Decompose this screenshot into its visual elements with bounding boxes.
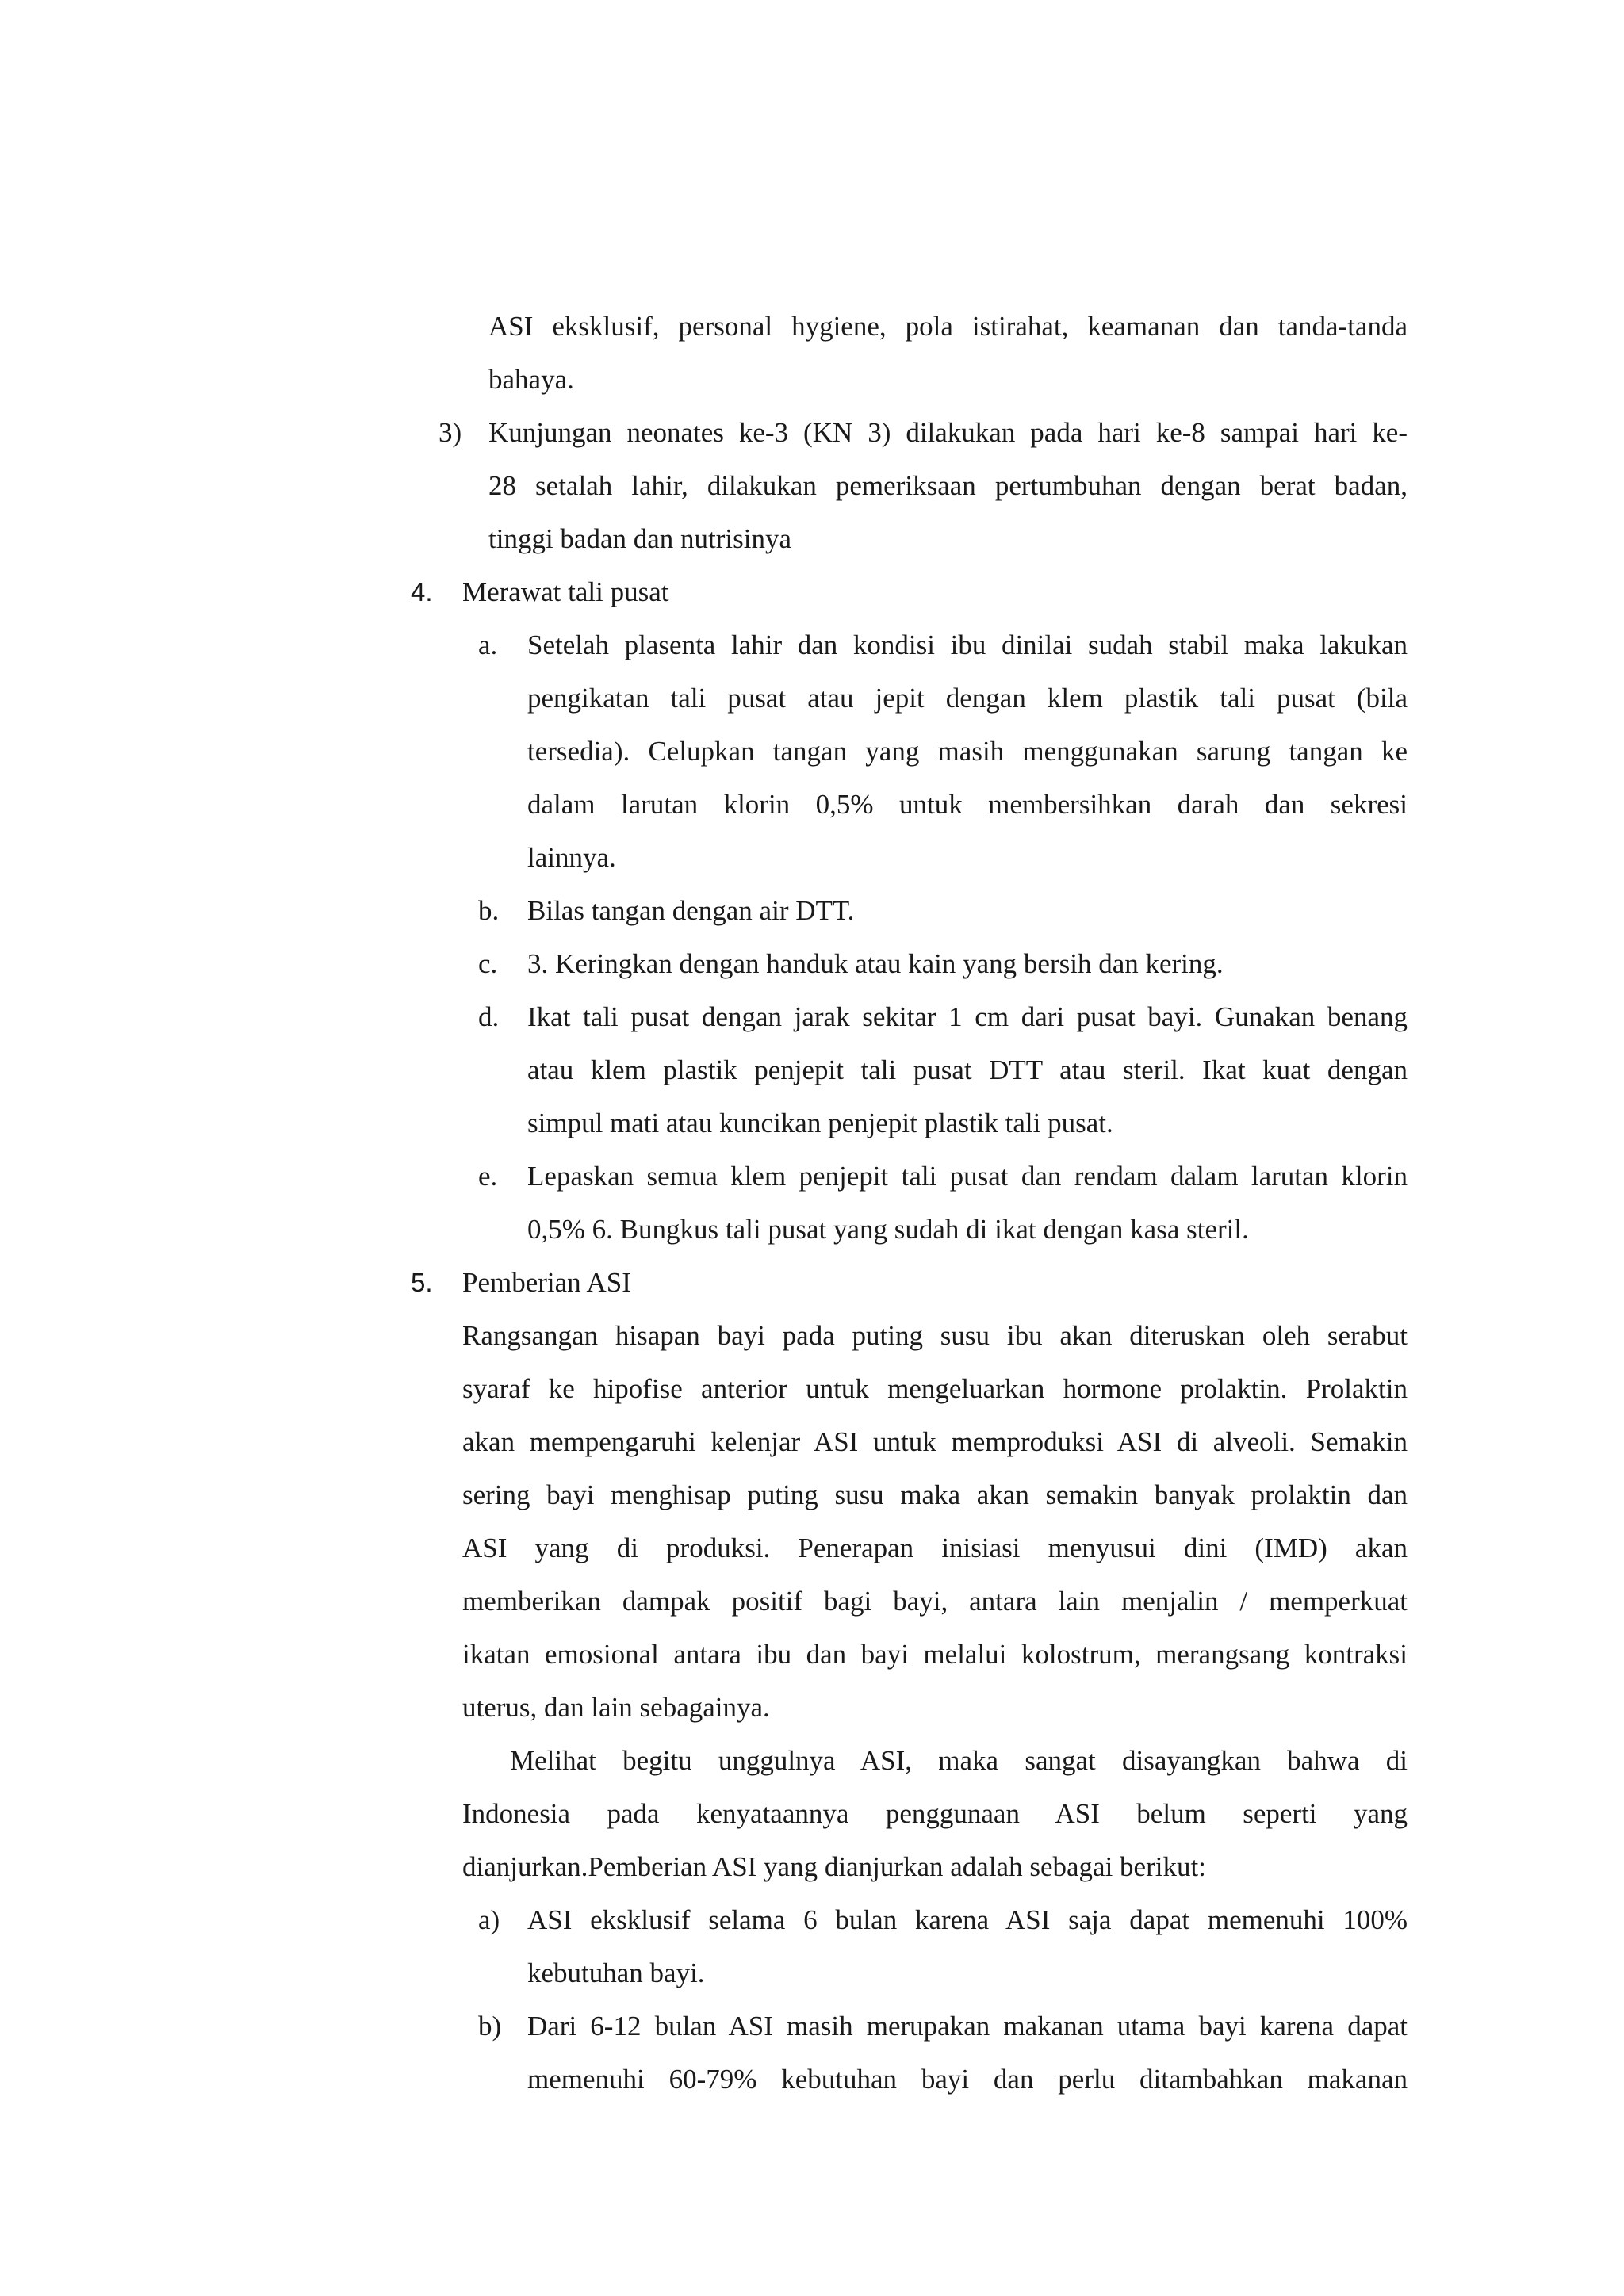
item-4a-line-4: dalam larutan klorin 0,5% untuk membersihkan darah dan sekresi xyxy=(527,789,1408,820)
item-4e-line-1: Lepaskan semua klem penjepit tali pusat dan rendam dalam larutan klorin xyxy=(527,1161,1408,1192)
section-5-paragraph-1-line-8: uterus, dan lain sebagainya. xyxy=(462,1692,770,1723)
section-4-number: 4. xyxy=(411,577,433,607)
section-5-paragraph-2-line-3: dianjurkan.Pemberian ASI yang dianjurkan adalah sebagai berikut: xyxy=(462,1851,1206,1882)
item-5a-line-2: kebutuhan bayi. xyxy=(527,1957,705,1988)
item-5b-marker: b) xyxy=(478,2011,502,2042)
item-4a-line-1: Setelah plasenta lahir dan kondisi ibu dinilai sudah stabil maka lakukan xyxy=(527,629,1408,660)
section-5-paragraph-1-line-7: ikatan emosional antara ibu dan bayi melalui kolostrum, merangsang kontraksi xyxy=(462,1639,1408,1670)
section-5-paragraph-2-line-1: Melihat begitu unggulnya ASI, maka sangat disayangkan bahwa di xyxy=(510,1745,1408,1776)
kn3-line-1: Kunjungan neonates ke-3 (KN 3) dilakukan pada hari ke-8 sampai hari ke- xyxy=(488,417,1408,448)
section-5-paragraph-1-line-2: syaraf ke hipofise anterior untuk mengeluarkan hormone prolaktin. Prolaktin xyxy=(462,1373,1408,1404)
item-4d-line-1: Ikat tali pusat dengan jarak sekitar 1 cm dari pusat bayi. Gunakan benang xyxy=(527,1001,1408,1032)
item-4c-marker: c. xyxy=(478,948,498,979)
section-5-paragraph-1-line-3: akan mempengaruhi kelenjar ASI untuk memproduksi ASI di alveoli. Semakin xyxy=(462,1426,1408,1457)
item-4e-marker: e. xyxy=(478,1161,498,1192)
item-4d-marker: d. xyxy=(478,1001,500,1032)
item-4a-line-5: lainnya. xyxy=(527,842,616,873)
section-5-paragraph-1-line-5: ASI yang di produksi. Penerapan inisiasi menyusui dini (IMD) akan xyxy=(462,1533,1408,1563)
item-5b-line-2: memenuhi 60-79% kebutuhan bayi dan perlu ditambahkan makanan xyxy=(527,2064,1408,2095)
kn2-continuation-line-2: bahaya. xyxy=(488,364,574,395)
item-4d-line-2: atau klem plastik penjepit tali pusat DTT atau steril. Ikat kuat dengan xyxy=(527,1054,1408,1085)
section-5-title: Pemberian ASI xyxy=(462,1267,631,1298)
section-4-title: Merawat tali pusat xyxy=(462,576,669,607)
item-5b-line-1: Dari 6-12 bulan ASI masih merupakan makanan utama bayi karena dapat xyxy=(527,2011,1408,2042)
section-5-paragraph-1-line-6: memberikan dampak positif bagi bayi, antara lain menjalin / memperkuat xyxy=(462,1586,1408,1617)
item-5a-marker: a) xyxy=(478,1904,500,1935)
item-4d-line-3: simpul mati atau kuncikan penjepit plastik tali pusat. xyxy=(527,1108,1113,1138)
item-4b-marker: b. xyxy=(478,895,500,926)
item-4b-line-1: Bilas tangan dengan air DTT. xyxy=(527,895,855,926)
section-5-number: 5. xyxy=(411,1268,433,1297)
kn2-continuation-line-1: ASI eksklusif, personal hygiene, pola istirahat, keamanan dan tanda-tanda xyxy=(488,311,1408,342)
kn3-line-2: 28 setalah lahir, dilakukan pemeriksaan pertumbuhan dengan berat badan, xyxy=(488,470,1408,501)
item-4e-line-2: 0,5% 6. Bungkus tali pusat yang sudah di ikat dengan kasa steril. xyxy=(527,1214,1249,1245)
item-5a-line-1: ASI eksklusif selama 6 bulan karena ASI saja dapat memenuhi 100% xyxy=(527,1904,1408,1935)
item-4a-line-3: tersedia). Celupkan tangan yang masih menggunakan sarung tangan ke xyxy=(527,736,1408,767)
section-5-paragraph-2-line-2: Indonesia pada kenyataannya penggunaan ASI belum seperti yang xyxy=(462,1798,1408,1829)
item-4a-line-2: pengikatan tali pusat atau jepit dengan klem plastik tali pusat (bila xyxy=(527,683,1408,714)
item-4a-marker: a. xyxy=(478,629,498,660)
section-5-paragraph-1-line-4: sering bayi menghisap puting susu maka akan semakin banyak prolaktin dan xyxy=(462,1479,1408,1510)
item-4c-line-1: 3. Keringkan dengan handuk atau kain yang bersih dan kering. xyxy=(527,948,1224,979)
section-5-paragraph-1-line-1: Rangsangan hisapan bayi pada puting susu ibu akan diteruskan oleh serabut xyxy=(462,1320,1408,1351)
kn3-marker: 3) xyxy=(439,417,462,448)
kn3-line-3: tinggi badan dan nutrisinya xyxy=(488,523,792,554)
